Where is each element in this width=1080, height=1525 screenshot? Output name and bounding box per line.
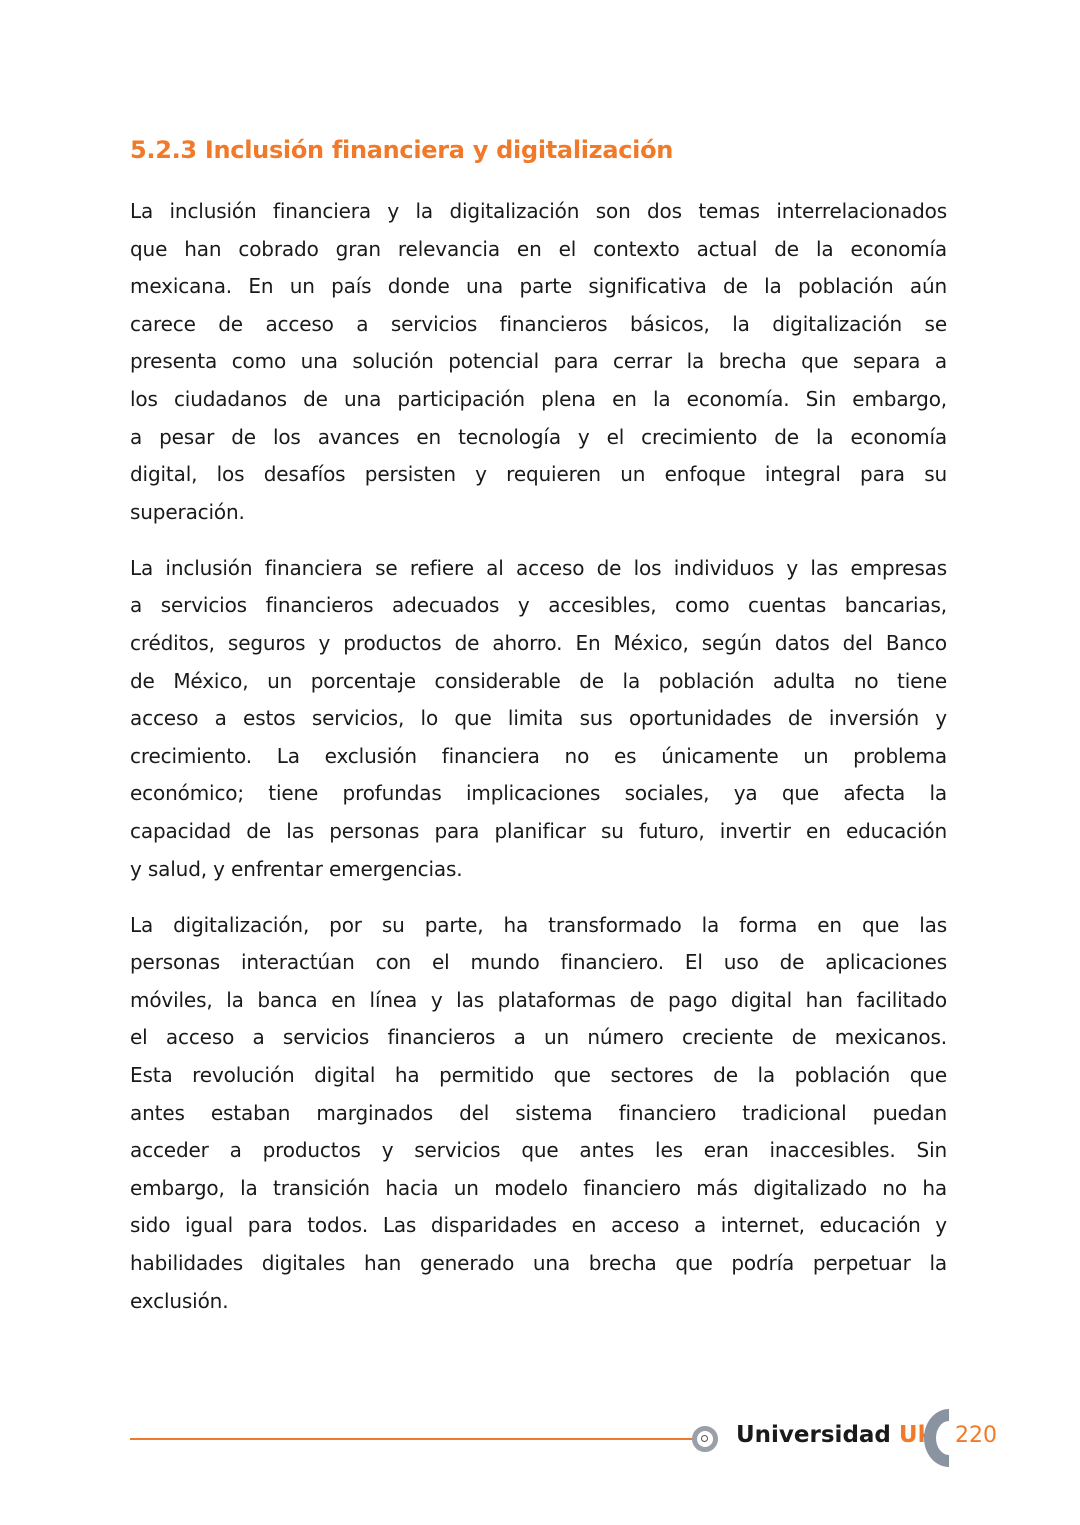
text-line: a servicios financieros adecuados y accesibles, como cuentas bancarias,	[130, 593, 947, 618]
text-line: el acceso a servicios financieros a un número creciente de mexicanos.	[130, 1025, 947, 1050]
paragraph	[130, 193, 947, 531]
text-line: que han cobrado gran relevancia en el contexto actual de la economía	[130, 236, 947, 261]
text-line: acceso a estos servicios, lo que limita sus oportunidades de inversión y	[130, 706, 947, 731]
text-line: de México, un porcentaje considerable de la población adulta no tiene	[130, 668, 947, 693]
text-line: acceder a productos y servicios que antes les eran inaccesibles. Sin	[130, 1138, 947, 1163]
text-line: crecimiento. La exclusión financiera no es únicamente un problema	[130, 743, 947, 768]
text-line: Esta revolución digital ha permitido que sectores de la población que	[130, 1063, 947, 1088]
text-line: los ciudadanos de una participación plena en la economía. Sin embargo,	[130, 386, 947, 411]
text-line: créditos, seguros y productos de ahorro. En México, según datos del Banco	[130, 631, 947, 656]
paragraph	[130, 550, 947, 888]
footer-circle-icon	[692, 1426, 718, 1452]
brand-accent: Uk	[898, 1422, 933, 1448]
text-line: exclusión.	[130, 1288, 229, 1313]
page-number: 220	[955, 1423, 997, 1448]
text-line: La inclusión financiera se refiere al acceso de los individuos y las empresas	[130, 555, 947, 580]
text-line: capacidad de las personas para planificar su futuro, invertir en educación	[130, 819, 947, 843]
text-line: carece de acceso a servicios financieros básicos, la digitalización se	[130, 311, 947, 336]
text-line: La digitalización, por su parte, ha transformado la forma en que las	[130, 912, 947, 937]
text-line: antes estaban marginados del sistema financiero tradicional puedan	[130, 1100, 947, 1125]
text-line: personas interactúan con el mundo financiero. El uso de aplicaciones	[130, 950, 947, 975]
footer-divider	[130, 1438, 695, 1440]
text-line: La inclusión financiera y la digitalización son dos temas interrelacionados	[130, 199, 947, 223]
body-text	[130, 193, 947, 1339]
text-line: y salud, y enfrentar emergencias.	[130, 856, 463, 881]
section-heading: 5.2.3 Inclusión financiera y digitalización	[130, 136, 674, 164]
text-line: sido igual para todos. Las disparidades en acceso a internet, educación y	[130, 1213, 947, 1238]
text-line: embargo, la transición hacia un modelo financiero más digitalizado no ha	[130, 1175, 947, 1200]
footer-brand	[736, 1422, 933, 1448]
text-line: a pesar de los avances en tecnología y el crecimiento de la economía	[130, 424, 947, 449]
text-line: digital, los desafíos persisten y requieren un enfoque integral para su	[130, 462, 947, 487]
brand-name: Universidad	[736, 1422, 891, 1448]
text-line: presenta como una solución potencial para cerrar la brecha que separa a	[130, 349, 947, 374]
text-line: móviles, la banca en línea y las plataformas de pago digital han facilitado	[130, 987, 947, 1012]
text-line: habilidades digitales han generado una brecha que podría perpetuar la	[130, 1251, 947, 1276]
text-line: económico; tiene profundas implicaciones sociales, ya que afecta la	[130, 781, 947, 806]
text-line: mexicana. En un país donde una parte significativa de la población aún	[130, 274, 947, 299]
paragraph	[130, 907, 947, 1321]
text-line: superación.	[130, 499, 245, 524]
